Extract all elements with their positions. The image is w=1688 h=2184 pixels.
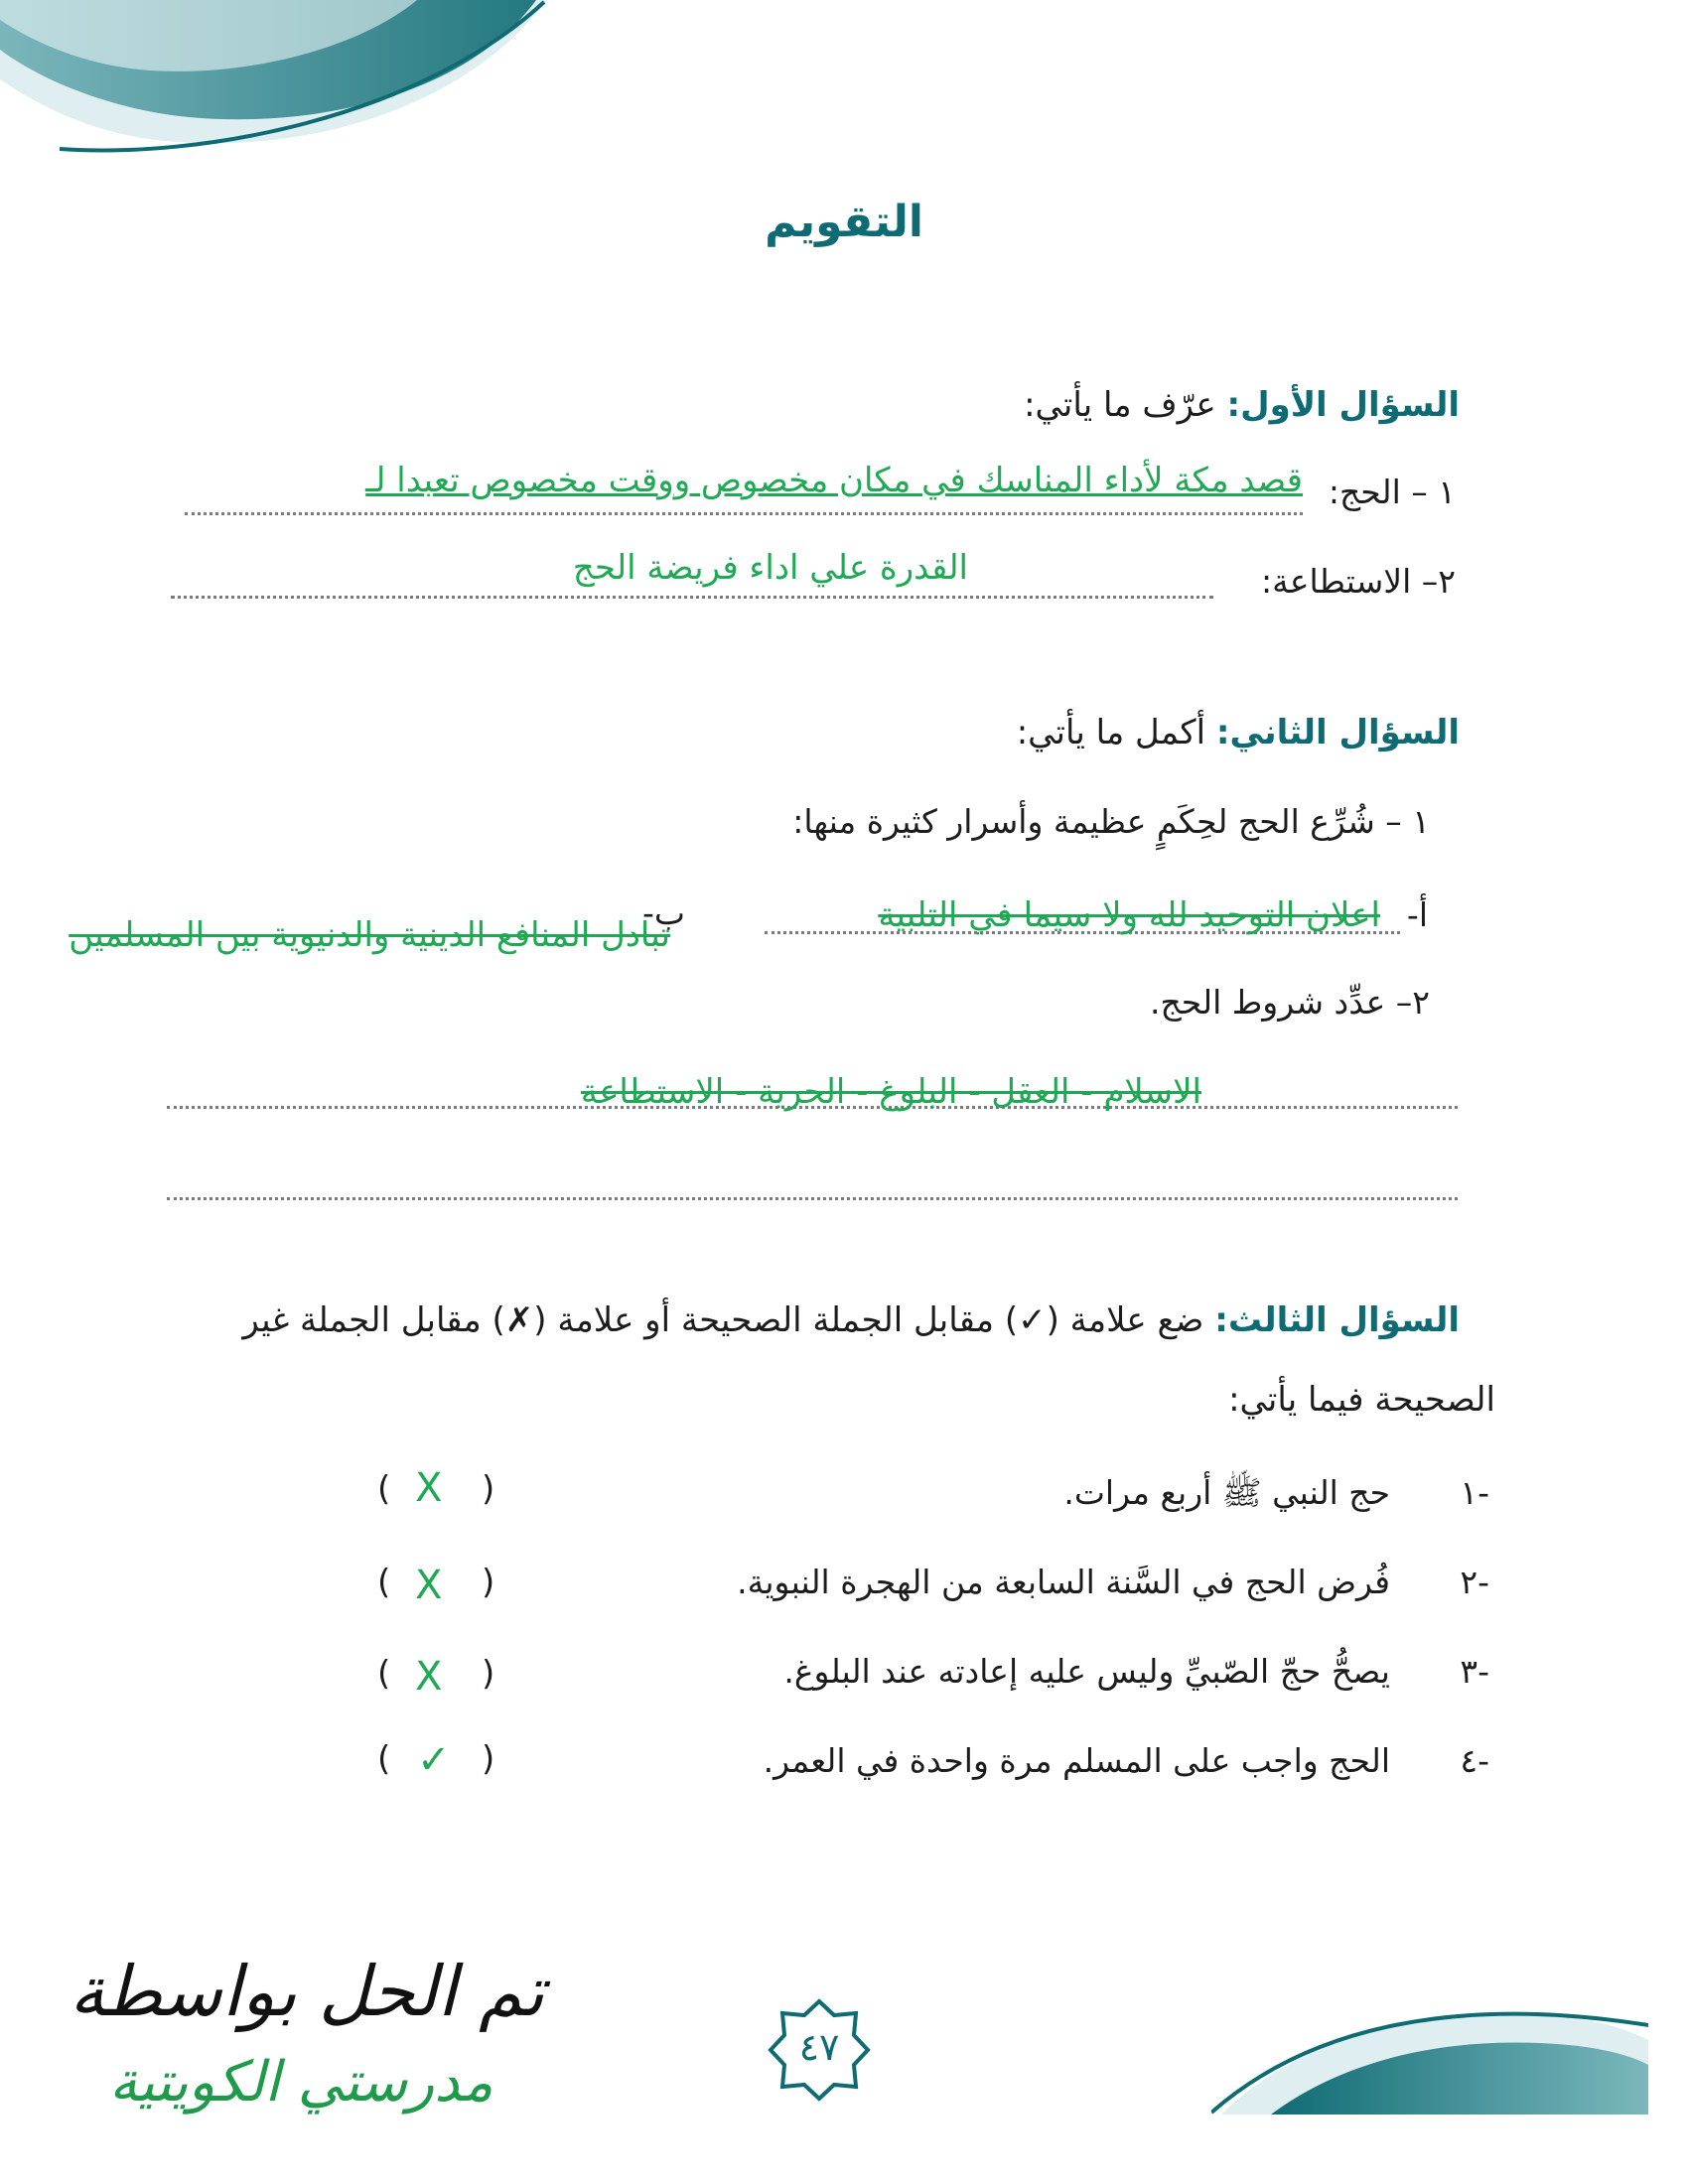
question-3-heading — [242, 1300, 1460, 1340]
q2-item-2-answer: الاسلام - العقل - البلوغ - الحرية - الاستطاعة — [580, 1072, 1201, 1112]
q2-item-1a-answer: اعلان التوحيد لله ولا سيما في التلبية — [878, 895, 1380, 935]
question-2-label: السؤال الثاني: — [1215, 713, 1460, 752]
question-2-heading — [1017, 713, 1460, 752]
paren-close: ) — [482, 1739, 495, 1779]
signature-line-2: مدرستي الكويتية — [109, 2050, 493, 2115]
question-3-prompt-line-1: ضع علامة (✓) مقابل الجملة الصحيحة أو علامة (✗) مقابل الجملة غير — [242, 1300, 1204, 1340]
q2-item-2-dotted-line-2 — [167, 1197, 1458, 1200]
q1-item-1-dotted-line — [185, 512, 1303, 515]
q3-item-3-number: ٣- — [1460, 1652, 1489, 1691]
paren-open: ( — [377, 1469, 391, 1509]
q1-item-2-dotted-line — [171, 596, 1213, 599]
corner-decoration-top — [0, 0, 556, 159]
q3-item-2-number: ٢- — [1460, 1563, 1489, 1601]
question-3-label: السؤال الثالث: — [1214, 1300, 1460, 1340]
corner-decoration-bottom — [1211, 1976, 1648, 2115]
question-1-heading — [1024, 385, 1460, 425]
page-number: ٤٧ — [798, 2025, 840, 2069]
q3-item-1-text: حج النبي ﷺ أربع مرات. — [1063, 1473, 1390, 1512]
q3-item-4-mark: ✓ — [417, 1737, 451, 1783]
q3-item-2-answer-box[interactable] — [377, 1559, 506, 1614]
q2-item-1-text: ١ – شُرِّع الحج لحِكَمٍ عظيمة وأسرار كثيرة منها: — [792, 802, 1430, 841]
q2-item-2-text: ٢– عدِّد شروط الحج. — [1149, 983, 1430, 1022]
question-1-prompt: عرّف ما يأتي: — [1024, 385, 1216, 425]
paren-open: ( — [377, 1739, 391, 1779]
q3-item-2-mark: X — [415, 1563, 443, 1608]
question-1-label: السؤال الأول: — [1226, 385, 1460, 425]
q3-item-1-answer-box[interactable] — [377, 1465, 506, 1521]
q3-item-4-number: ٤- — [1460, 1741, 1489, 1780]
paren-open: ( — [377, 1563, 391, 1602]
page-title: التقويم — [765, 197, 923, 247]
q1-item-2-label: ٢– الاستطاعة: — [1261, 562, 1456, 601]
question-2-prompt: أكمل ما يأتي: — [1016, 713, 1206, 752]
q2-item-1a-label: أ- — [1406, 895, 1428, 934]
q3-item-3-answer-box[interactable] — [377, 1650, 506, 1706]
q1-item-1-label: ١ – الحج: — [1328, 473, 1456, 511]
q3-item-1-mark: X — [415, 1465, 443, 1511]
question-3-prompt-line-2: الصحيحة فيما يأتي: — [1228, 1380, 1495, 1420]
q3-item-4-answer-box[interactable] — [377, 1735, 506, 1791]
paren-close: ) — [482, 1469, 495, 1509]
q3-item-3-mark: X — [415, 1654, 443, 1700]
q3-item-1-number: ١- — [1460, 1473, 1489, 1512]
q1-item-1-answer: قصد مكة لأداء المناسك في مكان مخصوص ووقت مخصوص تعبدا لـ — [365, 461, 1303, 500]
q2-item-1b-label: ب- — [642, 893, 685, 932]
q3-item-3-text: يصحُّ حجّ الصّبيِّ وليس عليه إعادته عند البلوغ. — [783, 1652, 1390, 1691]
paren-close: ) — [482, 1654, 495, 1694]
paren-close: ) — [482, 1563, 495, 1602]
q3-item-2-text: فُرض الحج في السَّنة السابعة من الهجرة النبوية. — [737, 1563, 1390, 1601]
signature-line-1: تم الحل بواسطة — [70, 1951, 545, 2032]
paren-open: ( — [377, 1654, 391, 1694]
q2-item-1b-answer: تبادل المنافع الدينية والدنيوية بين المسلمين — [69, 915, 670, 955]
q3-item-4-text: الحج واجب على المسلم مرة واحدة في العمر. — [763, 1741, 1390, 1780]
q1-item-2-answer: القدرة علي اداء فريضة الحج — [572, 548, 968, 588]
